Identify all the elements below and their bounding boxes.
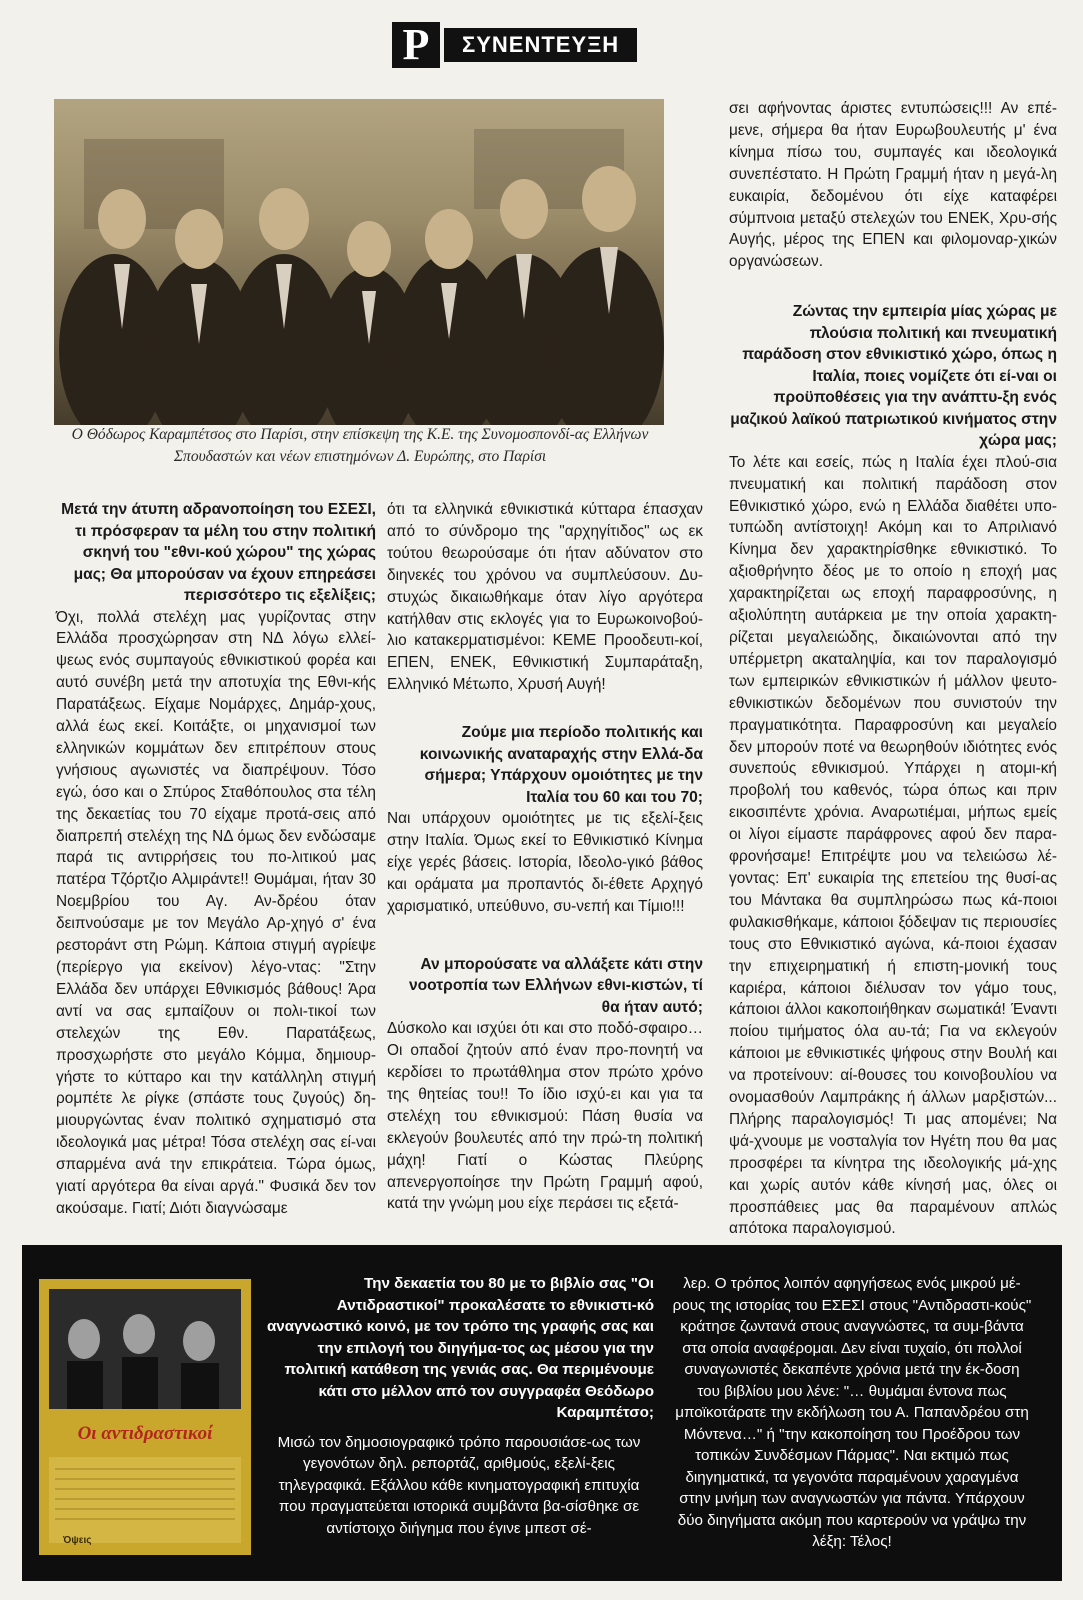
photo-caption: Ο Θόδωρος Καραμπέτσος στο Παρίσι, στην επίσκεψη της Κ.Ε. της Συνομοσπονδί-ας Ελλήνων Σπουδαστών και νέων επιστημόνων Δ. Ευρώπης, στο Παρίσι (71, 426, 649, 465)
page-header (392, 22, 637, 68)
magazine-logo: P (392, 22, 440, 68)
book-cover-art (39, 1279, 251, 1555)
interview-question: Ζούμε μια περίοδο πολιτικής και κοινωνικής αναταραχής στην Ελλά-δα σήμερα; Υπάρχουν ομοιότητες με την Ιταλία του 60 και του 70; (419, 724, 703, 806)
group-photo-illustration (54, 99, 664, 425)
interview-question: Μετά την άτυπη αδρανοποίηση του ΕΣΕΣΙ, τι πρόσφεραν τα μέλη του στην πολιτική σκηνή του "εθνι-κού χώρου" της χώρας μας; Θα μπορούσαν να έχουν επηρεάσει περισσότερο τις εξελίξεις; (61, 501, 376, 604)
interview-question: Ζώντας την εμπειρία μίας χώρας με πλούσια πολιτική και πνευματική παράδοση στον εθνικιστικό χώρο, όπως η Ιταλία, ποιες νομίζετε ότι εί-ναι οι προϋποθέσεις για την ανάπτυ-ξη ενός μαζικού λαϊκού πατριωτικού κινήματος στην χώρα μας; (730, 303, 1057, 450)
section-title: ΣΥΝΕΝΤΕΥΞΗ (444, 28, 637, 62)
interview-answer: Όχι, πολλά στελέχη μας γυρίζοντας στην Ελλάδα προσχώρησαν στη ΝΔ λόγω ελλεί-ψεως ενός συμπαγούς εθνικιστικού φορέα και αυτό συνέβη μετά την αποτυχία της Εθνι-κής Παρατάξεως. Είχαμε Νομάρχες, Δημάρ-χους, αλλά έως εκεί. Κοιτάξτε, οι μηχανισμοί των ελληνικών κομμάτων δεν επιτρέπουν στους γνήσιους αγωνιστές να διαπρέψουν. Τόσο εγώ, όσο και ο Σπύρος Σταθόπουλος στα τέλη της δεκαετίας του 70 είχαμε προτά-σεις από διαπρεπή στελέχη της ΝΔ όμως δεν ενδώσαμε παρά τις αντιρρήσεις του πο-λιτικού μας πατέρα Τζόρτζιο Αλμιράντε!! Θυμάμαι, ήταν 30 Νοεμβρίου του Αγ. Αν-δρέου όταν δειπνούσαμε με τον Μεγάλο Αρ-χηγό σ' ένα ρεστοράντ στη Ρώμη. Κάποια στιγμή αγρίεψε (περίεργο για εκείνον) λέγο-ντας: "Στην Ελλάδα δεν υπάρχει Εθνικισμός βάθους! Άρα αντί να σας εμπαίζουν οι πολι-τικοί των στελεχών της Εθν. Παρατάξεως, προσχωρήστε στο μεγάλο Κόμμα, δημιουρ-γήστε το κύτταρο και την κατάλληλη στιγμή ρομπέτε λε ρίγκε (σπάστε τους ζυγούς) δη-μιουργώντας έναν πολιτικό σχηματισμό στα ιδεολογικά μας μέτρα! Τόσα στελέχη σας εί-ναι σπαρμένα ανά την επικράτεια. Τώρα όμως, γιατί αργότερα θα είναι αργά." Φυσικά δεν τον ακούσαμε. Γιατί; Διότι διαγνώσαμε (56, 608, 376, 1217)
interview-answer: Το λέτε και εσείς, πώς η Ιταλία έχει πλού-σια πνευματική και πολιτική παράδοση στον Εθνικιστικό χώρο, ενώ η Ελλάδα διαθέτει υπο-τυπώδη αντίστοιχη! Ακόμη και το Απριλιανό Κίνημα δεν χαρακτηρίσθηκε εθνικιστικό. Το αξιοθρήνητο δέος με το οποίο η εποχή μας χαρακτηρίζεται ως εποχή παραφροσύνης, η αξιολύπητη αυτάρκεια με την οποία χαρακτη-ρίζεται μεγαλειώδης, δικαιώνονται από την υπέρμετρη ακαταληψία, και τον παραλογισμό των εμπειρικών εθνικιστικών ή μάλλον ψευτο-εθνικιστικών δεδομένων που συνιστούν την πραγματικότητα. Παραφροσύνη και μεγαλείο δεν μπορούν ποτέ να θεωρηθούν ιδιότητες ενός συνεπούς εθνικισμού. Υπάρχει η ατομι-κή προβολή του καθενός, τώρα όπως και πριν εικοσιπέντε χρόνια. Αναρωτιέμαι, μήπως εμείς οι λίγοι είμαστε παράφρονες αφού δεν παρα-φρονήσαμε! Επιτρέψτε μου να τελειώσω λέ-γοντας: Επ' ευκαιρία της επετείου της θυσί-ας του Μάντακα θα συμπληρώσω πως κά-ποιοι φυλακισθήκαμε, κάποιοι ξόδεψαν τις περιουσίες τους στο Εθνικιστικό αγώνα, κά-ποιοι έχασαν την επιχειρηματική ή επιστη-μονική τους καριέρα, κάποιοι διέλυσαν τον γάμο τους, κάποιοι άλλοι κακοποιήθηκαν σωματικά! Έναντι ποίου τιμήματος όλα αυ-τά; Για να εκλεγούν κάποιοι με εθνικιστικές ψήφους στην Βουλή και να προτείνουν: αί-θουσες του κοινοβουλίου να ονομασθούν Λαμπράκης ή άλλων μαρξιστών... Πλήρης παραλογισμός! Τι μας απομένει; Να ψά-χνουμε με νοσταλγία τον Ηγέτη που θα μας προσφέρει τα κίνητρα της ιδεολογικής μά-χης και χωρίς αυτόν κάθε κίνησή μας, όλες οι προσπάθειες μας θα παραμένουν απλώς απότοκα παραλογισμού. (729, 453, 1057, 1238)
box-answer: Μισώ τον δημοσιογραφικό τρόπο παρουσιάσε-ως των γεγονότων δηλ. ρεπορτάζ, αριθμούς, εξελί-ξεις τηλεγραφικά. Εξάλλου κάθε κινηματογραφική επιτυχία που πραγματεύεται ιστορικά συμβάντα βα-σίσθηκε σε αντίστοιχο διήγημα που έγινε μπεστ σέ- (277, 1433, 641, 1537)
book-cover (39, 1279, 251, 1555)
interview-answer: ότι τα ελληνικά εθνικιστικά κύτταρα έπασχαν από το σύνδρομο της "αρχηγίτιδος" ως εκ τούτου θεωρούσαμε ότι ήταν αδύνατον στο διηνεκές του χρόνου να συμπλεύσουν. Δυ-στυχώς δικαιωθήκαμε όταν λίγο αργότερα κατήλθαν στις εκλογές για το Ευρωκοινοβού-λιο κατακερματισμένοι: ΚΕΜΕ Προοδευτι-κοί, ΕΠΕΝ, ΕΝΕΚ, Εθνικιστική Συμπαράταξη, Ελληνικό Μέτωπο, Χρυσή Αυγή! (387, 501, 703, 694)
book-title: Οι αντιδραστικοί (77, 1423, 213, 1444)
box-column-1 (264, 1273, 654, 1539)
box-question: Την δεκαετία του 80 με το βιβλίο σας "Οι Αντιδραστικοί" προκαλέσατε το εθνικιστι-κό αναγνωστικό κοινό, με τον τρόπο της γραφής σας και την επιλογή του διηγήμα-τος ως μέσου για την πολιτική κατάθεση της γενιάς σας. Θα περιμένουμε κάτι στο μέλλον από τον συγγραφέα Θεόδωρο Καραμπέτσο; (266, 1275, 654, 1421)
interview-answer: Ναι υπάρχουν ομοιότητες με τις εξελί-ξεις στην Ιταλία. Όμως εκεί το Εθνικιστικό Κίνημα είχε γερές βάσεις. Ιστορία, Ιδεολο-γικό βάθος και οράματα μα προπαντός δι-έθετε Αρχηγό χαρισματικό, υπεύθυνο, συ-νεπή και Τίμιο!!! (387, 810, 703, 915)
box-answer: λερ. Ο τρόπος λοιπόν αφηγήσεως ενός μικρού μέ-ρους της ιστορίας του ΕΣΕΣΙ στους "Αντιδραστι-κούς" κράτησε ζωντανά στους αναγνώστες, τα συμ-βάντα στα οποία αναφέρομαι. Δεν είναι τυχαίο, ότι πολλοί συναγωνιστές δεκαπέντε χρόνια μετά την έκ-δοση του βιβλίου μου λένε: "… θυμάμαι έντονα πως μποϊκοτάρατε την εκδήλωση του Α. Παπανδρέου στη Μόντενα…" ή "την κακοποίηση του Προέδρου των τοπικών Συνδέσμων Πάρμας". Ναι εκτιμώ πως διηγηματικά, τα γεγονότα παραμένουν χαραγμένα στην μνήμη των αναγνωστών για πάντα. Υπάρχουν δύο διηγήματα ακόμη που καρτερούν να γράψω την λέξη: Τέλος! (672, 1275, 1032, 1550)
column-2 (387, 499, 703, 1215)
column-3 (729, 98, 1057, 1240)
interview-answer: Δύσκολο και ισχύει ότι και στο ποδό-σφαιρο… Οι οπαδοί ζητούν από έναν προ-πονητή να κερδίσει το πρωτάθλημα στον πρώτο χρόνο της θητείας του!! Το ίδιο ισχύ-ει και για τα στελέχη του εθνικισμού: Πάση θυσία να εκλεγούν βουλευτές από την πρώ-τη πολιτική μάχη! Γιατί ο Κώστας Πλεύρης απενεργοποίησε την Πρώτη Γραμμή αφού, κατά την γνώμη μου είχε περάσει τις εξετά- (387, 1020, 703, 1213)
book-publisher: Όψεις (63, 1535, 92, 1546)
bottom-box (22, 1245, 1062, 1581)
group-photo (54, 99, 664, 425)
interview-question: Αν μπορούσατε να αλλάξετε κάτι στην νοοτροπία των Ελλήνων εθνι-κιστών, τί θα ήταν αυτό; (408, 955, 703, 1016)
box-column-2 (672, 1273, 1032, 1553)
column-1 (56, 499, 376, 1220)
interview-answer: σει αφήνοντας άριστες εντυπώσεις!!! Αν επέ-μενε, σήμερα θα ήταν Ευρωβουλευτής μ' ένα κίνημα πίσω του, συμπαγές και ιδεολογικά συνεπέστατο. Η Πρώτη Γραμμή ήταν η μεγά-λη ευκαιρία, δεδομένου ότι είχε καταφέρει σύμπνοια μεταξύ στελεχών του ΕΝΕΚ, Χρυ-σής Αυγής, μέρος της ΕΠΕΝ και φιλομοναρ-χικών οργανώσεων. (729, 100, 1057, 271)
